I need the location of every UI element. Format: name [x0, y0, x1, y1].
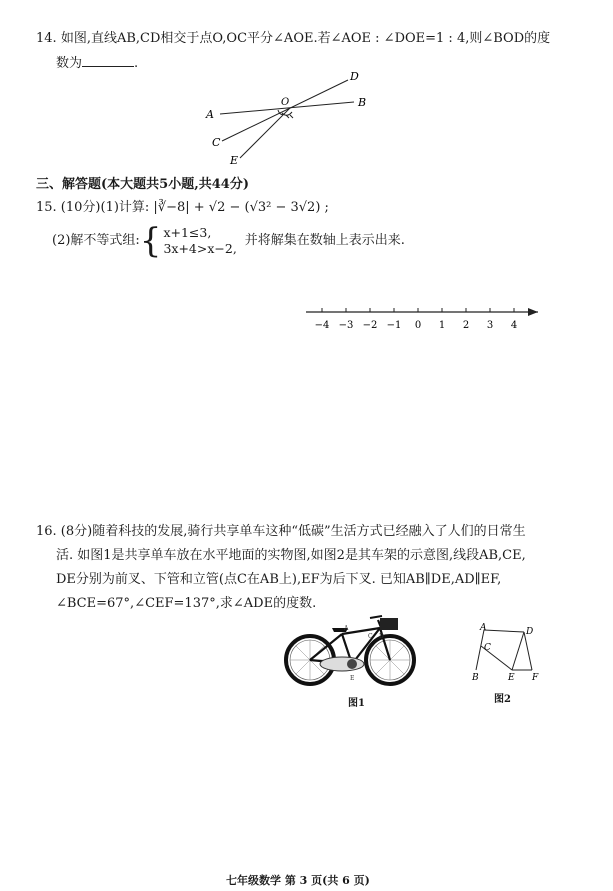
fig2-label-b: B	[472, 673, 479, 682]
q14-number: 14.	[36, 31, 57, 46]
q14-text: 如图,直线AB,CD相交于点O,OC平分∠AOE.若∠AOE : ∠DOE=1 : 4,则∠BOD的度	[60, 31, 551, 46]
number-line-tick-label: 3	[486, 320, 494, 331]
segment-de	[512, 632, 524, 670]
angle-mark-3	[286, 115, 293, 118]
front-basket	[380, 618, 398, 630]
fig2-label-f: F	[532, 673, 539, 682]
q16-line2: 活. 如图1是共享单车放在水平地面的实物图,如图2是其车架的示意图,线段AB,CE,	[56, 548, 526, 563]
fig2-label-d: D	[526, 627, 534, 637]
fig2-label-a: A	[480, 623, 487, 633]
number-line-tick-label: 0	[414, 320, 422, 331]
q15-part2	[52, 221, 405, 261]
crank	[347, 659, 357, 669]
number-line-tick-label: −2	[362, 320, 378, 331]
brace-symbol: {	[139, 221, 162, 261]
label-a: A	[206, 108, 214, 121]
chain-guard	[320, 657, 364, 671]
bike-label-c: C	[368, 633, 373, 640]
number-line-tick-label: −3	[338, 320, 354, 331]
handlebar	[370, 616, 382, 618]
q14-line1	[36, 28, 550, 50]
angle-mark-2	[282, 112, 292, 115]
answer-blank[interactable]	[82, 52, 134, 67]
section-3-title: 三、解答题(本大题共5小题,共44分)	[36, 177, 249, 192]
inequality-system	[139, 221, 237, 261]
q16-line3: DE分别为前叉、下管和立管(点C在AB上),EF为后下叉. 已知AB∥DE,AD∥EF,	[56, 572, 502, 587]
q15-part2-prefix: (2)解不等式组:	[52, 233, 140, 248]
number-line-tick-label: 1	[438, 320, 446, 331]
page-footer: 七年级数学 第 3 页(共 6 页)	[226, 874, 370, 887]
ray-oe	[240, 108, 290, 158]
q14-figure	[200, 66, 380, 166]
label-o: O	[281, 97, 290, 108]
segment-df	[524, 632, 532, 670]
line-cd	[222, 80, 348, 141]
number-line	[300, 300, 550, 340]
number-line-arrow	[528, 308, 538, 316]
label-b: B	[358, 96, 367, 109]
fig2-caption: 图2	[494, 694, 511, 705]
fig1-caption: 图1	[348, 698, 365, 709]
bicycle-figure	[282, 608, 422, 693]
number-line-tick-label: 4	[510, 320, 518, 331]
q16-line4: ∠BCE=67°,∠CEF=137°,求∠ADE的度数.	[56, 596, 317, 611]
segment-ad	[484, 630, 524, 632]
bike-label-a: A	[344, 625, 349, 632]
frame-diagram	[466, 622, 546, 682]
number-line-tick-label: 2	[462, 320, 470, 331]
fig2-label-e: E	[508, 673, 515, 682]
q14-line2-prefix: 数为	[56, 56, 83, 71]
fig2-label-c: C	[484, 643, 491, 653]
inequality-2: 3x+4>x−2,	[163, 241, 237, 256]
bike-label-e: E	[350, 675, 355, 682]
label-e: E	[230, 154, 239, 166]
bike-label-d: D	[379, 633, 384, 640]
q16-line1: 16. (8分)随着科技的发展,骑行共享单车这种“低碳”生活方式已经融入了人们的日常生	[36, 524, 526, 539]
q14-line2	[56, 52, 138, 75]
label-d: D	[350, 70, 359, 83]
number-line-tick-label: −4	[314, 320, 330, 331]
label-c: C	[212, 136, 221, 149]
q15-part2-suffix: 并将解集在数轴上表示出来.	[244, 233, 405, 248]
segment-ab	[476, 630, 484, 670]
inequality-1: x+1≤3,	[163, 225, 212, 240]
q15-part1: 15. (10分)(1)计算: |∛−8| + √2 − (√3² − 3√2) ;	[36, 200, 329, 215]
q14-line2-suffix: .	[134, 56, 139, 71]
number-line-tick-label: −1	[386, 320, 402, 331]
